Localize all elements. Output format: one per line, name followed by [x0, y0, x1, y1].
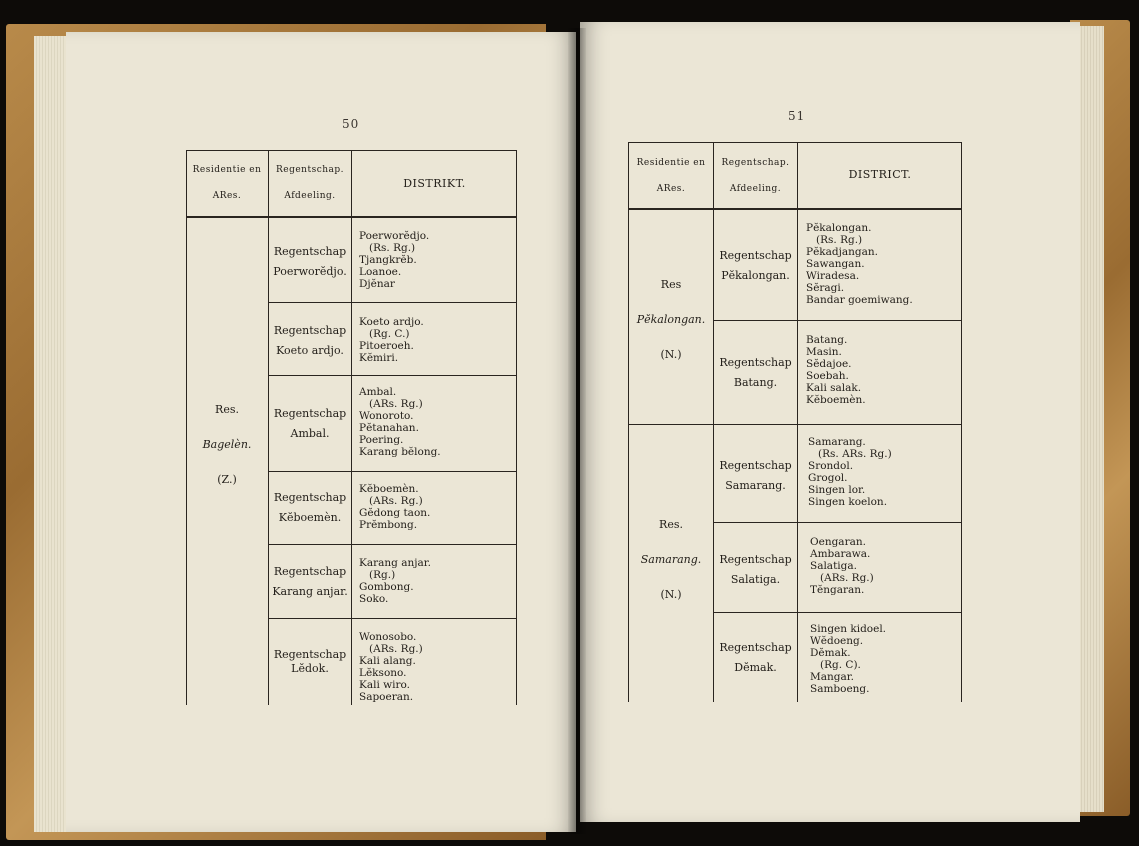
regentschap-cell: Regentschap Karang anjar. [272, 565, 348, 598]
header-residentie: Residentie en ARes. [636, 158, 706, 194]
regentschap-cell: Regentschap Koeto ardjo. [273, 324, 347, 357]
district-list: Ambal. (ARs. Rg.) Wonoroto. Pĕtanahan. Poering. Karang bĕlong. [359, 386, 441, 458]
residentie-bagelen: Res. Bagelèn. (Z.) [202, 403, 252, 486]
left-page-number: 50 [342, 117, 360, 131]
district-list: Kĕboemèn. (ARs. Rg.) Gĕdong taon. Prĕmbong. [359, 483, 431, 531]
district-list: Poerworĕdjo. (Rs. Rg.) Tjangkrĕb. Loanoe. Djĕnar [359, 230, 430, 290]
header-residentie: Residentie en ARes. [192, 165, 262, 201]
district-list: Oengaran. Ambarawa. Salatiga. (ARs. Rg.) Tĕngaran. [810, 536, 874, 596]
header-district: DISTRICT. [848, 168, 912, 181]
regentschap-cell: Regentschap Poerworĕdjo. [273, 245, 347, 278]
district-list: Koeto ardjo. (Rg. C.) Pitoeroeh. Kĕmiri. [359, 316, 424, 364]
district-list: Pĕkalongan. (Rs. Rg.) Pĕkadjangan. Sawangan. Wiradesa. Sĕragi. Bandar goemiwang. [806, 222, 913, 306]
right-page-number: 51 [788, 109, 806, 123]
district-list: Samarang. (Rs. ARs. Rg.) Srondol. Grogol. Singen lor. Singen koelon. [808, 436, 892, 508]
header-regentschap: Regentschap. Afdeeling. [721, 158, 790, 194]
book-gutter [568, 28, 586, 834]
header-regentschap: Regentschap. Afdeeling. [275, 165, 345, 201]
regentschap-cell: Regentschap Samarang. [719, 459, 792, 492]
regentschap-cell: Regentschap Pĕkalongan. [719, 249, 792, 282]
regentschap-cell: Regentschap Batang. [719, 356, 792, 389]
regentschap-cell: Regentschap Lĕdok. [273, 648, 347, 675]
district-list: Batang. Masin. Sĕdajoe. Soebah. Kali salak. Kĕboemèn. [806, 334, 866, 406]
district-list: Wonosobo. (ARs. Rg.) Kali alang. Lĕksono. Kali wiro. Sapoeran. [359, 631, 423, 703]
regentschap-cell: Regentschap Kĕboemèn. [273, 491, 347, 524]
regentschap-cell: Regentschap Salatiga. [719, 553, 792, 586]
residentie-pekalongan: Res Pĕkalongan. (N.) [636, 278, 706, 361]
page-edges-right [1076, 26, 1104, 812]
regentschap-cell: Regentschap Dĕmak. [719, 641, 792, 674]
district-list: Karang anjar. (Rg.) Gombong. Soko. [359, 557, 431, 605]
district-list: Singen kidoel. Wĕdoeng. Dĕmak. (Rg. C). Mangar. Samboeng. [810, 623, 887, 695]
regentschap-cell: Regentschap Ambal. [273, 407, 347, 440]
residentie-samarang: Res. Samarang. (N.) [640, 518, 702, 601]
header-district: DISTRIKT. [403, 177, 466, 190]
